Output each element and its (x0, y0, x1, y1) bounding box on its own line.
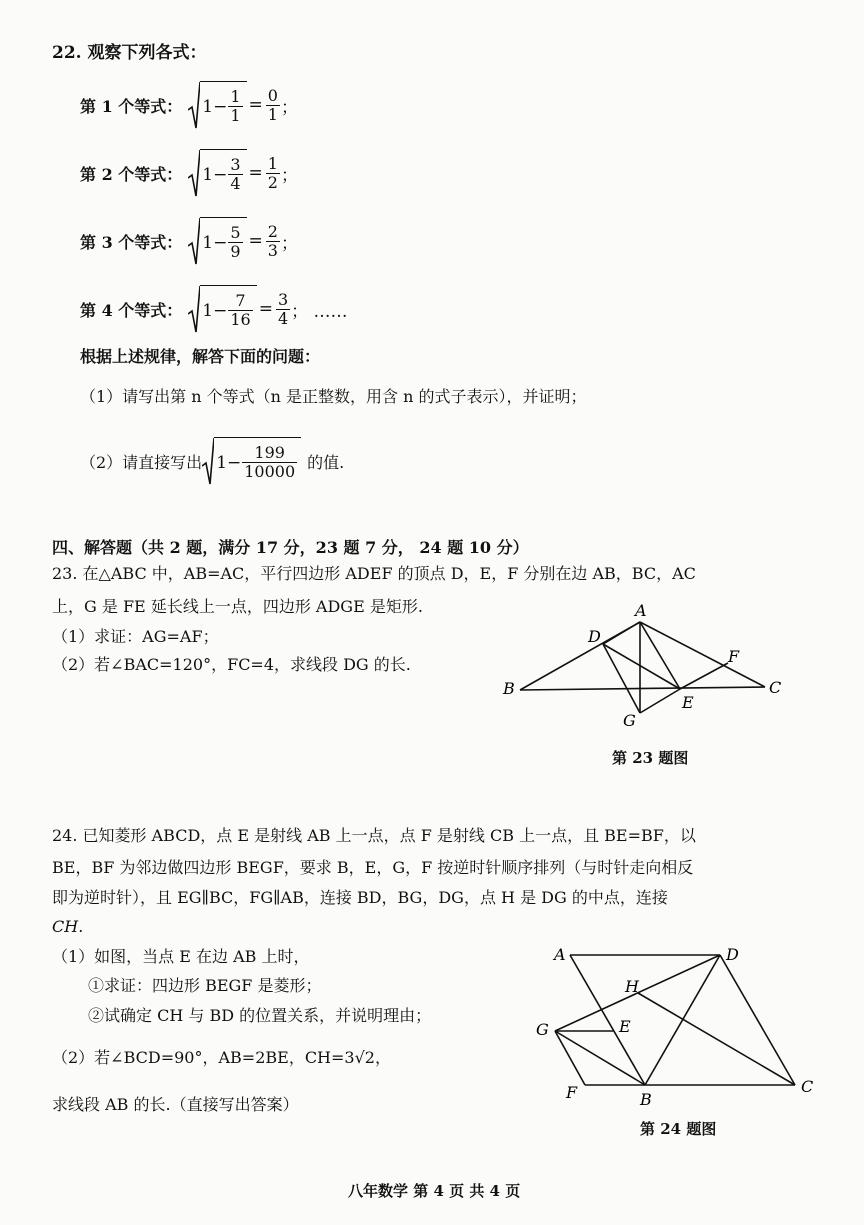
q22-part2-den: 10000 (244, 462, 296, 481)
q23-label-D: D (588, 627, 601, 646)
q22-part1: （1）请写出第 n 个等式（n 是正整数，用含 n 的式子表示），并证明； (80, 387, 587, 406)
q24-part1a: ①求证：四边形 BEGF 是菱形； (88, 976, 322, 995)
q23-line2: 上，G 是 FE 延长线上一点，四边形 ADGE 是矩形. (52, 597, 423, 616)
q24-line3: 即为逆时针），且 EG∥BC，FG∥AB，连接 BD，BG，DG，点 H 是 DG 的中点，连接 (52, 888, 668, 907)
result-denominator: 1 (267, 104, 278, 124)
equation-label: 第 4 个等式： (80, 300, 183, 320)
sqrt-expression (188, 216, 246, 266)
q24-label-A: A (554, 945, 566, 964)
sqrt-expression (188, 80, 246, 130)
q23-label-B: B (503, 679, 515, 698)
sqrt-expression (188, 284, 256, 334)
radicand-denominator: 1 (230, 106, 241, 125)
sqrt-one-minus: 1− (202, 300, 228, 321)
section4-title: 四、解答题（共 2 题，满分 17 分，23 题 7 分， 24 题 10 分） (52, 538, 529, 557)
q22-part2-pre: （2）请直接写出 (80, 452, 203, 472)
page-footer: 八年数学 第 4 页 共 4 页 (348, 1182, 521, 1200)
q22-title: 22. 观察下列各式： (52, 43, 207, 63)
result-denominator: 2 (267, 172, 278, 192)
q22-equation-row (80, 148, 298, 198)
result-denominator: 4 (277, 308, 289, 328)
q24-figure (530, 940, 830, 1115)
equation-label: 第 1 个等式： (80, 96, 183, 116)
q24-part2: （2）若∠BCD=90°，AB=2BE，CH=3√2， (52, 1048, 391, 1067)
equals-sign: = (248, 163, 263, 183)
sqrt-one-minus: 1− (202, 164, 228, 185)
equals-sign: = (248, 231, 263, 251)
q22-equation-row (80, 284, 348, 334)
q23-label-E: E (682, 693, 694, 712)
radicand-denominator: 16 (230, 310, 251, 329)
q22-equation-row (80, 80, 298, 130)
result-denominator: 3 (267, 240, 278, 260)
q22-intro: 根据上述规律，解答下面的问题： (80, 347, 321, 366)
q24-label-B: B (640, 1090, 652, 1109)
radicand-numerator: 7 (235, 291, 246, 310)
q24-label-C: C (801, 1077, 814, 1096)
q23-part2: （2）若∠BAC=120°，FC=4，求线段 DG 的长. (52, 655, 411, 674)
q22-part2-one: 1− (216, 452, 242, 473)
q22-equation-row (80, 216, 298, 266)
result-numerator: 1 (267, 153, 278, 173)
result-numerator: 0 (267, 85, 278, 105)
equation-label: 第 2 个等式： (80, 164, 183, 184)
q24-part1: （1）如图，当点 E 在边 AB 上时， (52, 947, 310, 966)
equals-sign: = (258, 299, 273, 319)
q23-label-G: G (623, 711, 636, 730)
sqrt-expression (188, 148, 246, 198)
q23-figure (495, 600, 795, 735)
q22-part2-num: 199 (254, 443, 285, 462)
equation-tail: ； (280, 97, 298, 118)
equation-tail: ； (280, 165, 298, 186)
radicand-denominator: 4 (230, 174, 241, 193)
q23-label-F: F (728, 647, 740, 666)
q22-part2 (80, 436, 344, 486)
q22-part2-post: 的值. (307, 452, 345, 472)
q24-caption: 第 24 题图 (640, 1120, 717, 1138)
radicand-numerator: 3 (230, 155, 241, 174)
q23-line1: 23. 在△ABC 中，AB=AC，平行四边形 ADEF 的顶点 D，E，F 分别在边 AB，BC，AC (52, 564, 696, 583)
q24-label-D: D (726, 945, 739, 964)
result-numerator: 2 (267, 221, 278, 241)
q24-label-G: G (536, 1020, 549, 1039)
equation-tail: ； (280, 233, 298, 254)
result-numerator: 3 (277, 289, 289, 309)
q24-label-E: E (619, 1017, 631, 1036)
sqrt-one-minus: 1− (202, 96, 228, 117)
q23-label-A: A (635, 601, 647, 620)
radicand-numerator: 1 (230, 87, 241, 106)
q24-label-F: F (566, 1083, 578, 1102)
radicand-numerator: 5 (230, 223, 241, 242)
q24-label-H: H (625, 977, 639, 996)
q23-label-C: C (769, 678, 782, 697)
q24-line1: 24. 已知菱形 ABCD，点 E 是射线 AB 上一点，点 F 是射线 CB 上一点，且 BE=BF，以 (52, 826, 696, 845)
q23-part1: （1）求证：AG=AF； (52, 627, 219, 646)
equation-tail: ； …… (291, 301, 348, 322)
q24-line2: BE，BF 为邻边做四边形 BEGF，要求 B，E，G，F 按逆时针顺序排列（与时针走向相反 (52, 858, 694, 877)
q23-caption: 第 23 题图 (612, 749, 689, 767)
radicand-denominator: 9 (230, 242, 241, 261)
q24-part1b: ②试确定 CH 与 BD 的位置关系，并说明理由； (88, 1006, 432, 1025)
q22-part2-sqrt (202, 436, 301, 486)
equals-sign: = (248, 95, 263, 115)
sqrt-one-minus: 1− (202, 232, 228, 253)
q24-part3: 求线段 AB 的长.（直接写出答案） (52, 1095, 299, 1114)
q24-line4: CH. (52, 917, 84, 936)
equation-label: 第 3 个等式： (80, 232, 183, 252)
